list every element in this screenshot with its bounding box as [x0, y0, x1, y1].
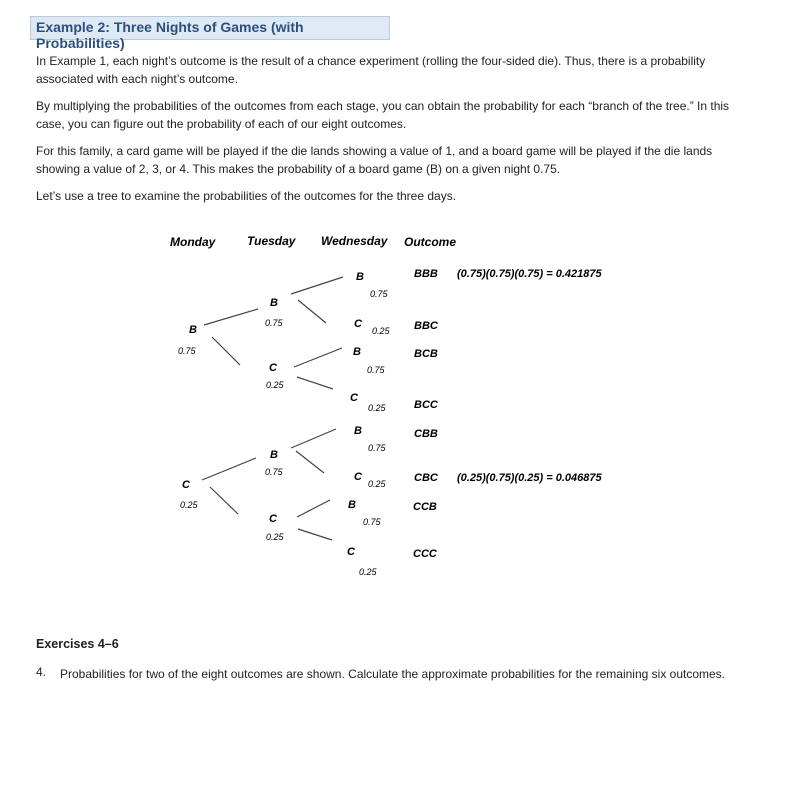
node-probability: 0.75: [363, 517, 381, 527]
outcome-calculations: [457, 268, 603, 484]
outcome-label: BCB: [414, 348, 438, 360]
node-probability: 0.75: [265, 318, 283, 328]
outcome-label: CBB: [414, 428, 438, 440]
paragraph-tree-intro: Let’s use a tree to examine the probabilities of the outcomes for the three days.: [36, 189, 457, 203]
calculation-bbb: (0.75)(0.75)(0.75) = 0.421875: [457, 268, 602, 280]
exercise-number: 4.: [36, 665, 47, 679]
node-probability: 0.75: [370, 289, 388, 299]
node-letter: C: [354, 471, 362, 483]
branch-line: [291, 429, 336, 448]
wednesday-nodes: [347, 271, 364, 558]
node-probability: 0.25: [180, 500, 198, 510]
branches-tuesday-wednesday: [291, 277, 343, 540]
branch-line: [297, 500, 330, 517]
outcome-label: CCB: [413, 501, 437, 513]
branch-line: [202, 458, 256, 480]
example-heading: Example 2: Three Nights of Games (with Probabilities): [30, 16, 390, 40]
branch-line: [210, 487, 238, 514]
node-letter: C: [269, 513, 277, 525]
header-wednesday: Wednesday: [321, 234, 388, 248]
node-letter: B: [354, 425, 362, 437]
node-letter: B: [270, 449, 278, 461]
calculation-cbc: (0.25)(0.75)(0.25) = 0.046875: [457, 472, 602, 484]
node-probability: 0.25: [368, 479, 386, 489]
header-tuesday: Tuesday: [247, 234, 296, 248]
probability-tree-diagram: [0, 225, 787, 585]
outcome-label: CCC: [413, 548, 437, 560]
outcome-labels: [413, 268, 439, 560]
node-letter: B: [356, 271, 364, 283]
outcome-label: BBB: [414, 268, 438, 280]
branch-line: [212, 337, 240, 365]
branch-line: [296, 451, 324, 473]
branch-line: [294, 348, 342, 367]
branch-line: [298, 529, 332, 540]
tuesday-probabilities: [265, 318, 285, 542]
paragraph-multiply: By multiplying the probabilities of the outcomes from each stage, you can obtain the probability for each “branch of the tree.” In this case, you can figure out the probability of each of our eight outcomes.: [36, 99, 730, 131]
node-probability: 0.25: [368, 403, 386, 413]
branches-monday-tuesday: [202, 309, 258, 514]
paragraph-intro: In Example 1, each night’s outcome is the result of a chance experiment (rolling the four-sided die). Thus, there is a probability associated with each night’s outcome.: [36, 54, 706, 86]
node-probability: 0.75: [178, 346, 196, 356]
outcome-label: BCC: [414, 399, 438, 411]
node-letter: B: [270, 297, 278, 309]
exercises-heading: Exercises 4–6: [36, 637, 119, 651]
node-letter: C: [347, 546, 355, 558]
node-probability: 0.25: [359, 567, 377, 577]
branch-line: [297, 377, 333, 389]
wednesday-probabilities: [359, 289, 391, 577]
node-letter: C: [182, 479, 190, 491]
node-letter: B: [348, 499, 356, 511]
outcome-label: BBC: [414, 320, 438, 332]
outcome-label: CBC: [414, 472, 438, 484]
node-probability: 0.25: [266, 380, 284, 390]
node-letter: C: [269, 362, 277, 374]
branch-line: [204, 309, 258, 325]
branch-line: [298, 300, 326, 323]
exercise-text: Probabilities for two of the eight outcomes are shown. Calculate the approximate probabilities for the remaining six outcomes.: [60, 667, 726, 681]
paragraph-board-game: For this family, a card game will be played if the die lands showing a value of 1, and a board game will be played if the die lands showing a value of 2, 3, or 4. This makes the probability of a board game (B) on a given night 0.75.: [36, 144, 713, 176]
header-monday: Monday: [170, 235, 216, 249]
node-probability: 0.75: [367, 365, 385, 375]
node-letter: B: [189, 324, 197, 336]
header-outcome: Outcome: [404, 235, 457, 249]
node-letter: C: [354, 318, 362, 330]
node-probability: 0.75: [368, 443, 386, 453]
tuesday-nodes: [269, 297, 278, 525]
node-letter: B: [353, 346, 361, 358]
node-letter: C: [350, 392, 358, 404]
node-probability: 0.25: [372, 326, 390, 336]
node-probability: 0.25: [266, 532, 284, 542]
branch-line: [291, 277, 343, 294]
node-probability: 0.75: [265, 467, 283, 477]
